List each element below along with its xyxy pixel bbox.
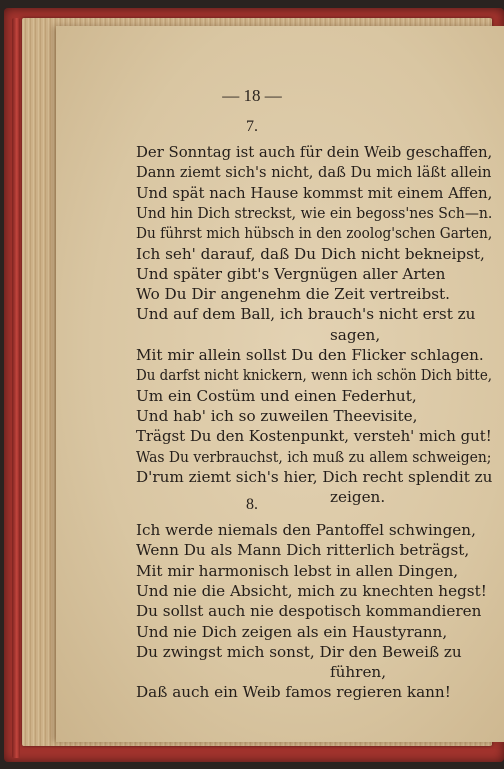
poem-line: Und hin Dich streckst, wie ein begoss'nes Sch—n. [136, 203, 493, 222]
page-number: — 18 — [222, 86, 282, 105]
poem-line: zeigen. [330, 488, 386, 507]
poem-line: Ich seh' darauf, daß Du Dich nicht bekneipst, [136, 244, 485, 263]
poem-line: Und hab' ich so zuweilen Theevisite, [136, 406, 418, 425]
poem-line: Du sollst auch nie despotisch kommandieren [136, 602, 482, 621]
section-number: 7. [246, 118, 258, 135]
poem-line: Du darfst nicht knickern, wenn ich schön Dich bitte, [136, 366, 493, 385]
poem-line: Der Sonntag ist auch für dein Weib geschaffen, [136, 143, 493, 161]
poem-line: Und auf dem Ball, ich brauch's nicht erst zu [136, 305, 476, 324]
poem-line: Und nie die Absicht, mich zu knechten hegst! [136, 581, 487, 600]
poem-line: Und spät nach Hause kommst mit einem Affen, [136, 183, 493, 202]
poem-line: Mit mir harmonisch lebst in allen Dingen, [136, 561, 459, 580]
poem-line: Wenn Du als Mann Dich ritterlich beträgst, [136, 541, 470, 560]
poem-line: Trägst Du den Kostenpunkt, versteh' mich gut! [136, 427, 492, 446]
poem-line: Was Du verbrauchst, ich muß zu allem schweigen; [136, 447, 492, 466]
poem-line: Du zwingst mich sonst, Dir den Beweiß zu [136, 642, 462, 661]
section-number: 8. [246, 496, 258, 513]
poem-line: führen, [330, 663, 387, 682]
poem-line: Wo Du Dir angenehm die Zeit vertreibst. [136, 285, 450, 304]
poem-line: D'rum ziemt sich's hier, Dich recht splendit zu [136, 467, 493, 486]
poem-line: Ich werde niemals den Pantoffel schwingen, [136, 521, 476, 539]
poem-line: Und nie Dich zeigen als ein Haustyrann, [136, 622, 448, 641]
poem-line: Um ein Costüm und einen Federhut, [136, 386, 417, 405]
poem-line: Daß auch ein Weib famos regieren kann! [136, 683, 451, 702]
poem-line: Dann ziemt sich's nicht, daß Du mich läßt allein [136, 163, 492, 182]
poem-line: Und später gibt's Vergnügen aller Arten [136, 264, 446, 283]
poem-line: Mit mir allein sollst Du den Flicker schlagen. [136, 346, 484, 364]
poem-line: Du führst mich hübsch in den zoolog'schen Garten, [136, 224, 493, 243]
poem-line: sagen, [330, 325, 381, 344]
